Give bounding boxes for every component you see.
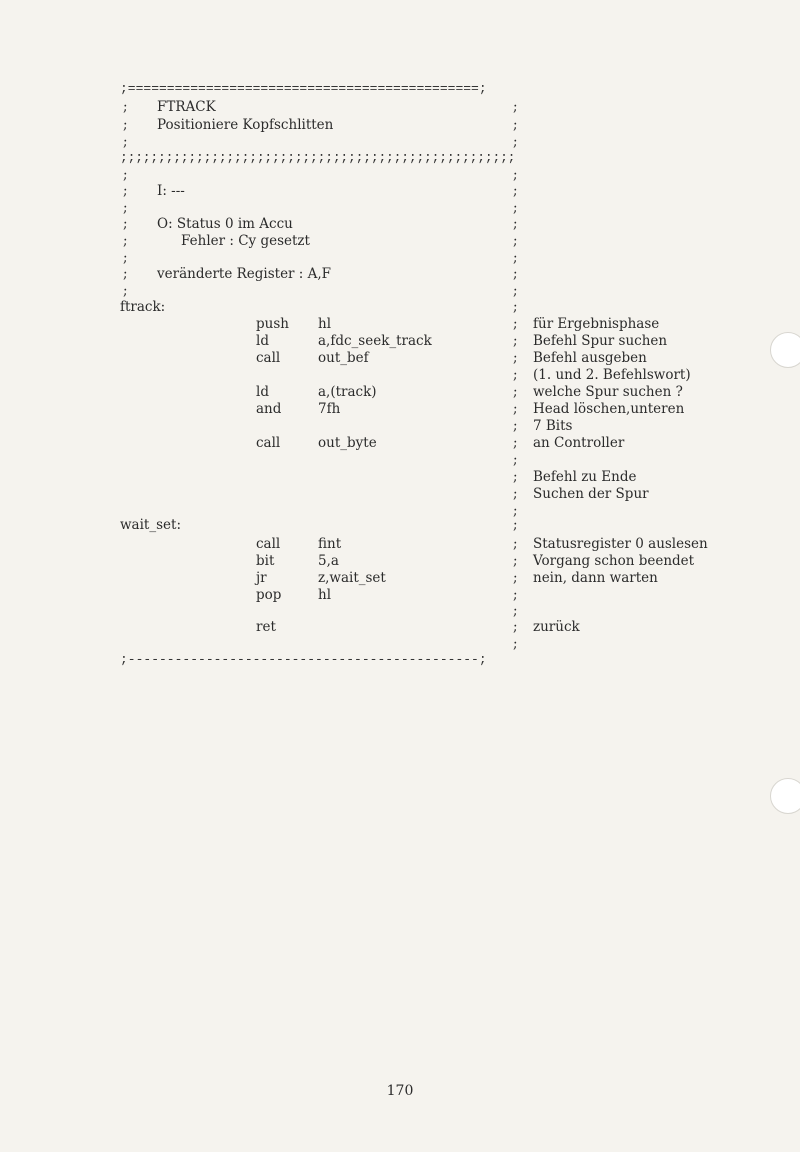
mnemonic: push — [256, 316, 289, 332]
code-line — [0, 570, 800, 587]
comment-semicolon: ; — [513, 486, 518, 502]
code-line — [0, 401, 800, 418]
operand: a,fdc_seek_track — [318, 333, 432, 349]
operand: hl — [318, 316, 332, 332]
mnemonic: call — [256, 350, 281, 366]
comment-semicolon: ; — [513, 553, 518, 569]
comment-semicolon: ; — [513, 452, 518, 468]
comment-semicolon: ; — [123, 117, 128, 133]
code-line — [0, 316, 800, 333]
header-blank-row — [0, 134, 800, 151]
comment-semicolon: ; — [513, 134, 518, 150]
comment-semicolon: ; — [513, 250, 518, 266]
code-line — [0, 418, 800, 435]
blank-row — [0, 167, 800, 184]
output-row — [0, 216, 800, 233]
comment-semicolon: ; — [123, 134, 128, 150]
header-title-row — [0, 99, 800, 116]
comment-semicolon: ; — [513, 167, 518, 183]
operand: a,(track) — [318, 384, 377, 400]
code-line — [0, 553, 800, 570]
comment-semicolon: ; — [513, 517, 518, 533]
code-comment: an Controller — [533, 435, 625, 451]
comment-semicolon: ; — [123, 233, 128, 249]
code-line — [0, 367, 800, 384]
dotted-rule: ;;;;;;;;;;;;;;;;;;;;;;;;;;;;;;;;;;;;;;;;;;;;;;;;;;;; — [120, 151, 516, 165]
comment-semicolon: ; — [513, 536, 518, 552]
page-number: 170 — [386, 1083, 414, 1099]
code-line — [0, 536, 800, 553]
routine-title: FTRACK — [157, 99, 216, 115]
mnemonic: and — [256, 401, 282, 417]
wait-set-label: wait_set: — [120, 517, 181, 533]
code-comment: 7 Bits — [533, 418, 573, 434]
comment-semicolon: ; — [513, 603, 518, 619]
changed-registers: veränderte Register : A,F — [157, 266, 332, 282]
comment-semicolon: ; — [513, 117, 518, 133]
wait-set-label-row — [0, 517, 800, 534]
comment-semicolon: ; — [513, 619, 518, 635]
comment-semicolon: ; — [513, 587, 518, 603]
comment-semicolon: ; — [123, 266, 128, 282]
header-subtitle-row — [0, 117, 800, 134]
bottom-rule: ;---------------------------------------------; — [120, 653, 487, 667]
comment-semicolon: ; — [513, 283, 518, 299]
blank-row — [0, 603, 800, 620]
mnemonic: bit — [256, 553, 275, 569]
input-row — [0, 183, 800, 200]
code-line — [0, 384, 800, 401]
comment-semicolon: ; — [123, 216, 128, 232]
comment-semicolon: ; — [513, 200, 518, 216]
code-line — [0, 350, 800, 367]
comment-semicolon: ; — [513, 570, 518, 586]
comment-semicolon: ; — [123, 250, 128, 266]
input-description: I: --- — [157, 183, 185, 199]
comment-semicolon: ; — [513, 350, 518, 366]
output-description: O: Status 0 im Accu — [157, 216, 293, 232]
comment-semicolon: ; — [123, 99, 128, 115]
code-comment: zurück — [533, 619, 580, 635]
code-line — [0, 333, 800, 350]
blank-row — [0, 636, 800, 653]
top-rule: ;=============================================; — [120, 82, 487, 96]
operand: hl — [318, 587, 332, 603]
code-comment: Head löschen,unteren — [533, 401, 685, 417]
comment-semicolon: ; — [513, 333, 518, 349]
code-comment: Befehl Spur suchen — [533, 333, 668, 349]
code-line — [0, 619, 800, 636]
code-comment: Vorgang schon beendet — [533, 553, 695, 569]
blank-row — [0, 250, 800, 267]
operand: z,wait_set — [318, 570, 386, 586]
ftrack-label: ftrack: — [120, 299, 166, 315]
operand: fint — [318, 536, 342, 552]
comment-semicolon: ; — [513, 316, 518, 332]
operand: out_bef — [318, 350, 369, 366]
comment-semicolon: ; — [513, 367, 518, 383]
operand: out_byte — [318, 435, 377, 451]
mnemonic: call — [256, 536, 281, 552]
registers-row — [0, 266, 800, 283]
blank-row — [0, 283, 800, 300]
code-comment: (1. und 2. Befehlswort) — [533, 367, 691, 383]
routine-description: Positioniere Kopfschlitten — [157, 117, 334, 133]
mnemonic: ld — [256, 333, 269, 349]
blank-row — [0, 200, 800, 217]
code-comment: nein, dann warten — [533, 570, 658, 586]
mnemonic: jr — [256, 570, 267, 586]
comment-semicolon: ; — [513, 99, 518, 115]
error-description: Fehler : Cy gesetzt — [181, 233, 310, 249]
mnemonic: ret — [256, 619, 276, 635]
comment-semicolon: ; — [513, 401, 518, 417]
comment-semicolon: ; — [513, 435, 518, 451]
ftrack-label-row — [0, 299, 800, 316]
punch-hole-bottom — [770, 778, 800, 814]
code-line — [0, 486, 800, 503]
comment-semicolon: ; — [513, 299, 518, 315]
code-comment: Befehl ausgeben — [533, 350, 647, 366]
comment-semicolon: ; — [513, 469, 518, 485]
code-line — [0, 469, 800, 486]
comment-semicolon: ; — [123, 167, 128, 183]
mnemonic: call — [256, 435, 281, 451]
code-line — [0, 587, 800, 604]
comment-semicolon: ; — [123, 200, 128, 216]
code-comment: Befehl zu Ende — [533, 469, 637, 485]
operand: 7fh — [318, 401, 341, 417]
code-line — [0, 435, 800, 452]
code-comment: Suchen der Spur — [533, 486, 649, 502]
mnemonic: pop — [256, 587, 282, 603]
comment-semicolon: ; — [513, 384, 518, 400]
comment-semicolon: ; — [513, 503, 518, 519]
comment-semicolon: ; — [513, 418, 518, 434]
code-comment: welche Spur suchen ? — [533, 384, 683, 400]
code-comment: Statusregister 0 auslesen — [533, 536, 708, 552]
comment-semicolon: ; — [513, 636, 518, 652]
blank-row — [0, 452, 800, 469]
operand: 5,a — [318, 553, 339, 569]
comment-semicolon: ; — [513, 216, 518, 232]
comment-semicolon: ; — [513, 266, 518, 282]
error-row — [0, 233, 800, 250]
comment-semicolon: ; — [513, 183, 518, 199]
comment-semicolon: ; — [123, 283, 128, 299]
mnemonic: ld — [256, 384, 269, 400]
code-comment: für Ergebnisphase — [533, 316, 660, 332]
comment-semicolon: ; — [513, 233, 518, 249]
comment-semicolon: ; — [123, 183, 128, 199]
